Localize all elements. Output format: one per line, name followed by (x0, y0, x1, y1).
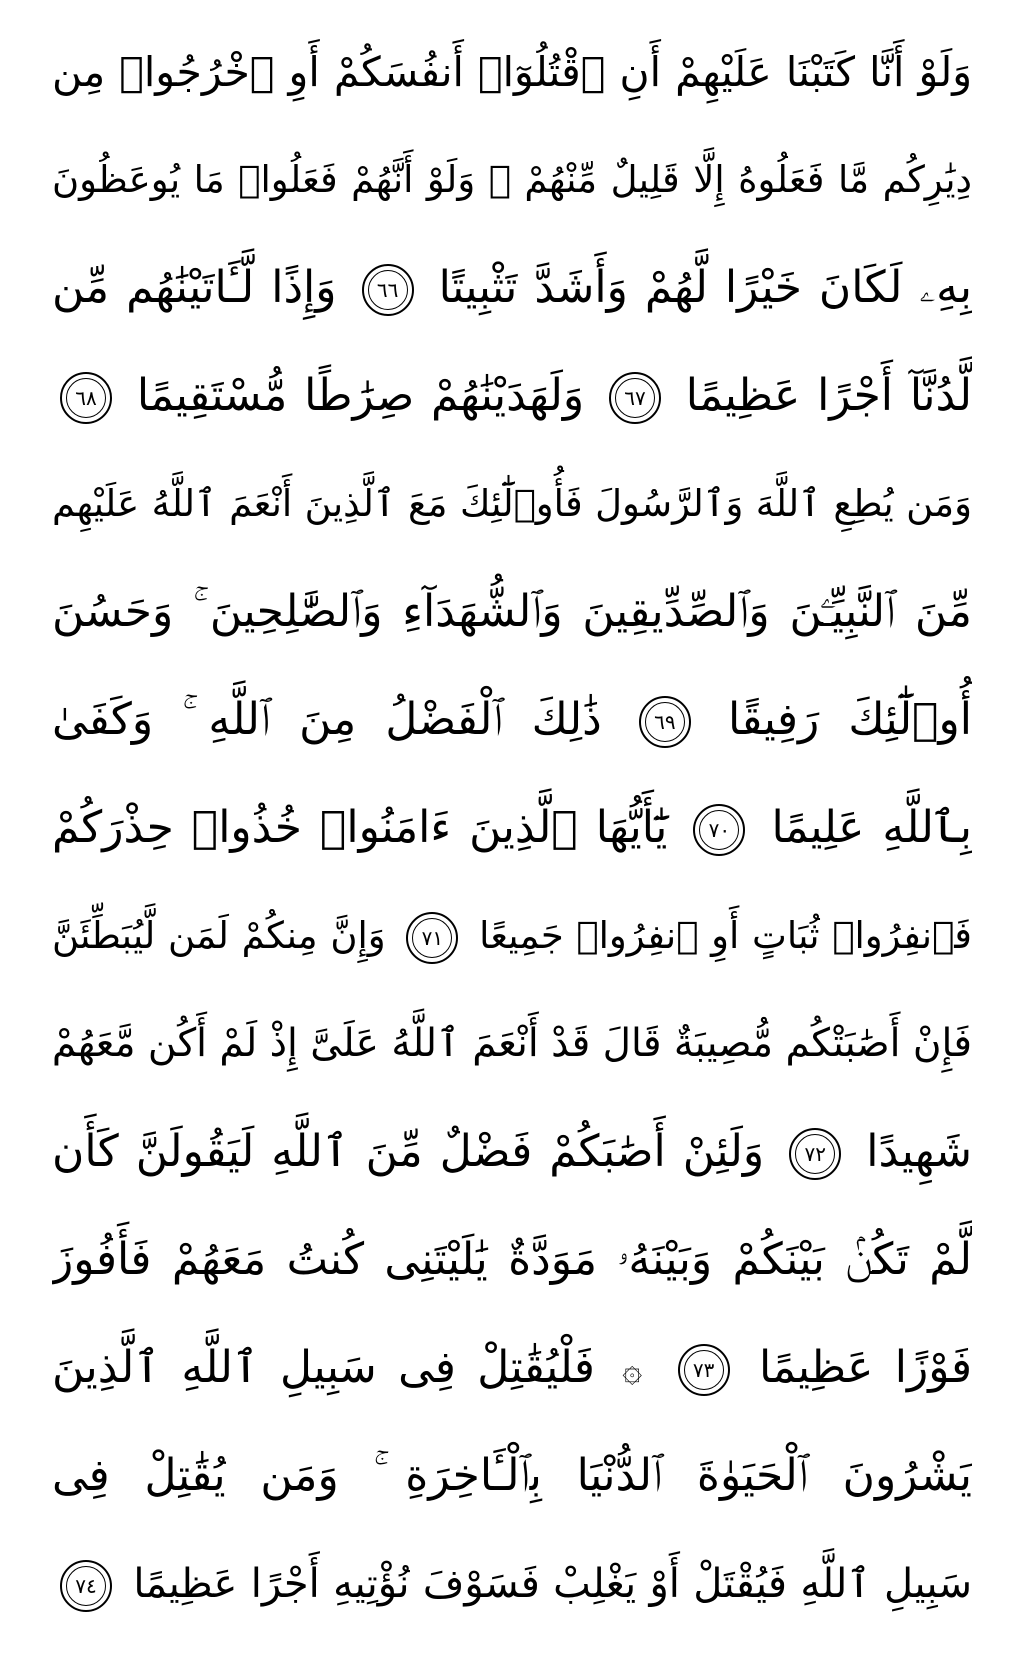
verse-line (52, 1426, 972, 1526)
verse-line (52, 130, 972, 230)
verse-line (52, 346, 972, 446)
verse-line (52, 1210, 972, 1310)
verse-text: فَإِنْ أَصَٰبَتْكُم مُّصِيبَةٌ قَالَ قَدْ أَنْعَمَ ٱللَّهُ عَلَىَّ إِذْ لَمْ أَكُن مَّعَهُمْ (52, 1021, 972, 1066)
verse-line (52, 1534, 972, 1634)
verse-text: لَّدُنَّآ أَجْرًا عَظِيمًا (685, 370, 972, 421)
verse-text: وَمَن يُطِعِ ٱللَّهَ وَٱلرَّسُولَ فَأُو۟لَٰٓئِكَ مَعَ ٱلَّذِينَ أَنْعَمَ ٱللَّهُ عَلَيْهِم (52, 482, 972, 525)
verse-text: وَإِذًا لَّـَٔاتَيْنَٰهُم مِّن (52, 262, 337, 313)
verse-text: فَٱنفِرُوا۟ ثُبَاتٍ أَوِ ٱنفِرُوا۟ جَمِيعًا (479, 914, 972, 957)
verse-text: مِّنَ ٱلنَّبِيِّـۧنَ وَٱلصِّدِّيقِينَ وَٱلشُّهَدَآءِ وَٱلصَّٰلِحِينَ ۚ وَحَسُنَ (52, 586, 972, 637)
verse-text: ذَٰلِكَ ٱلْفَضْلُ مِنَ ٱللَّهِ ۚ وَكَفَىٰ (52, 694, 602, 745)
verse-text: سَبِيلِ ٱللَّهِ فَيُقْتَلْ أَوْ يَغْلِبْ فَسَوْفَ نُؤْتِيهِ أَجْرًا عَظِيمًا (133, 1561, 972, 1607)
verse-text: يَٰٓأَيُّهَا ٱلَّذِينَ ءَامَنُوا۟ خُذُوا۟ حِذْرَكُمْ (52, 802, 668, 853)
ayah-number-marker: ٦٨ (60, 372, 112, 424)
verse-line (52, 1102, 972, 1202)
verse-line (52, 994, 972, 1094)
verse-line (52, 238, 972, 338)
verse-text: فَوْزًا عَظِيمًا (758, 1342, 972, 1393)
verse-lines (52, 22, 972, 1634)
verse-text: بِهِۦ لَكَانَ خَيْرًا لَّهُمْ وَأَشَدَّ تَثْبِيتًا (438, 262, 972, 313)
hizb-quarter-icon: ۞ (622, 1350, 643, 1390)
verse-text: يَشْرُونَ ٱلْحَيَوٰةَ ٱلدُّنْيَا بِٱلْـَٔاخِرَةِ ۚ وَمَن يُقَٰتِلْ فِى (52, 1450, 972, 1501)
verse-text: شَهِيدًا (866, 1126, 972, 1177)
verse-text: دِيَٰرِكُم مَّا فَعَلُوهُ إِلَّا قَلِيلٌ مِّنْهُمْ ۖ وَلَوْ أَنَّهُمْ فَعَلُوا۟ مَا يُوعَظُونَ (52, 158, 972, 201)
ayah-number-marker: ٧٣ (678, 1344, 730, 1396)
ayah-number-marker: ٧١ (406, 912, 458, 964)
verse-line (52, 1318, 972, 1418)
verse-line (52, 778, 972, 878)
verse-line (52, 670, 972, 770)
verse-text: وَلَهَدَيْنَٰهُمْ صِرَٰطًا مُّسْتَقِيمًا (136, 370, 585, 421)
verse-line (52, 886, 972, 986)
ayah-number-marker: ٧٤ (60, 1560, 112, 1612)
ayah-number-marker: ٦٦ (362, 264, 414, 316)
ayah-number-marker: ٦٧ (609, 372, 661, 424)
verse-text: وَلَوْ أَنَّا كَتَبْنَا عَلَيْهِمْ أَنِ ٱقْتُلُوٓا۟ أَنفُسَكُمْ أَوِ ٱخْرُجُوا۟ مِن (52, 48, 972, 96)
ayah-number-marker: ٦٩ (639, 696, 691, 748)
verse-text: وَإِنَّ مِنكُمْ لَمَن لَّيُبَطِّئَنَّ (52, 914, 386, 957)
verse-text: بِٱللَّهِ عَلِيمًا (771, 802, 972, 853)
verse-line (52, 454, 972, 554)
verse-text: أُو۟لَٰٓئِكَ رَفِيقًا (728, 694, 972, 745)
verse-line (52, 22, 972, 122)
ayah-number-marker: ٧٢ (789, 1128, 841, 1180)
verse-line (52, 562, 972, 662)
verse-text: وَلَئِنْ أَصَٰبَكُمْ فَضْلٌ مِّنَ ٱللَّهِ لَيَقُولَنَّ كَأَن (52, 1126, 765, 1177)
ayah-number-marker: ٧٠ (693, 804, 745, 856)
verse-text: لَّمْ تَكُنۢ بَيْنَكُمْ وَبَيْنَهُۥ مَوَدَّةٌ يَٰلَيْتَنِى كُنتُ مَعَهُمْ فَأَفُوزَ (52, 1234, 972, 1285)
verse-text: فَلْيُقَٰتِلْ فِى سَبِيلِ ٱللَّهِ ٱلَّذِينَ (52, 1342, 595, 1393)
